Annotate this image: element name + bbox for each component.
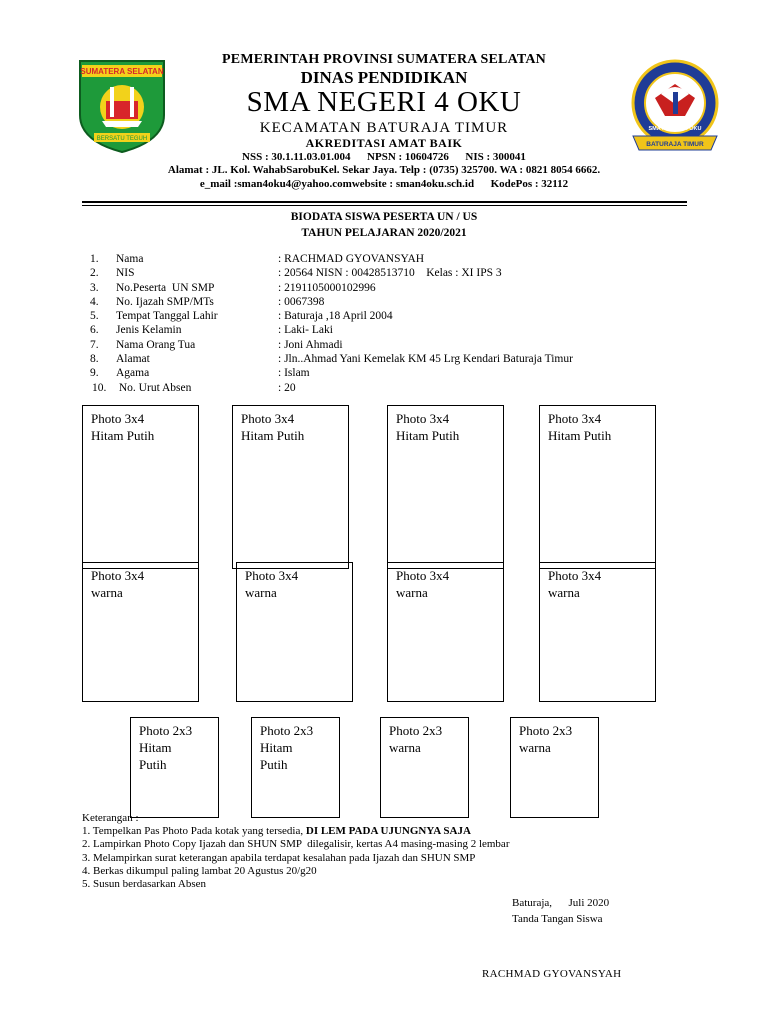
- photo-box-label: Hitam Putih: [548, 428, 612, 443]
- photo-box-label: Photo 3x4: [245, 568, 299, 583]
- biodata-number: 10.: [92, 381, 107, 394]
- biodata-value: : Baturaja ,18 April 2004: [278, 310, 393, 323]
- biodata-row: [86, 338, 686, 352]
- photo-box-label: warna: [245, 585, 277, 600]
- note-item: 4. Berkas dikumpul paling lambat 20 Agustus 20/g20: [82, 864, 317, 877]
- biodata-label: Jenis Kelamin: [116, 324, 182, 337]
- logo-right-bottom-text: BATURAJA TIMUR: [646, 141, 704, 148]
- biodata-row: [86, 381, 686, 395]
- biodata-row: [86, 323, 686, 337]
- photo-box-3x4-color: [387, 562, 504, 702]
- photo-box-label: Photo 2x3: [389, 723, 443, 738]
- biodata-label: NIS: [116, 267, 135, 280]
- biodata-number: 3.: [90, 281, 99, 294]
- biodata-label: Agama: [116, 367, 150, 380]
- photo-box-label: Photo 3x4: [548, 411, 602, 426]
- photo-box-label: Hitam: [139, 740, 172, 755]
- photo-box-label: Putih: [139, 757, 167, 772]
- biodata-label: No. Ijazah SMP/MTs: [116, 295, 214, 308]
- header-school-name: SMA NEGERI 4 OKU: [246, 86, 522, 118]
- biodata-value: : Laki- Laki: [278, 324, 333, 337]
- biodata-number: 9.: [90, 367, 99, 380]
- photo-box-label: Hitam Putih: [396, 428, 460, 443]
- photo-box-label: Putih: [260, 757, 288, 772]
- school-logo: [625, 58, 725, 156]
- header-divider: [82, 201, 687, 203]
- biodata-number: 6.: [90, 324, 99, 337]
- photo-box-2x3-color: [380, 717, 469, 818]
- photo-box-2x3-color: [510, 717, 599, 818]
- biodata-row: [86, 266, 686, 280]
- photo-box-3x4-bw: [387, 405, 504, 569]
- biodata-label: Nama: [116, 253, 144, 265]
- photo-box-label: Photo 2x3: [260, 723, 314, 738]
- logo-right-center-text: SMA NEGERI 4 OKU: [648, 126, 702, 132]
- biodata-list: [86, 252, 686, 395]
- biodata-value: : 20: [278, 381, 296, 394]
- biodata-number: 5.: [90, 310, 99, 323]
- photo-box-label: Photo 3x4: [91, 568, 145, 583]
- photo-box-label: Photo 3x4: [396, 411, 450, 426]
- biodata-row: [86, 309, 686, 323]
- biodata-label: Nama Orang Tua: [116, 338, 196, 351]
- header-contact: e_mail :sman4oku4@yahoo.comwebsite : sman4oku.sch.id KodePos : 32112: [199, 178, 569, 190]
- notes-heading: Keterangan :: [82, 812, 139, 824]
- biodata-value: : 2191105000102996: [278, 281, 376, 294]
- photo-box-label: Photo 3x4: [548, 568, 602, 583]
- biodata-value: : Jln..Ahmad Yani Kemelak KM 45 Lrg Kendari Baturaja Timur: [278, 353, 573, 366]
- photo-box-label: warna: [91, 585, 123, 600]
- header-accreditation: AKREDITASI AMAT BAIK: [305, 136, 463, 150]
- photo-box-label: warna: [389, 740, 421, 755]
- biodata-row: [86, 281, 686, 295]
- biodata-label: Tempat Tanggal Lahir: [116, 310, 218, 323]
- note-item: 3. Melampirkan surat keterangan apabila terdapat kesalahan pada Ijazah dan SHUN SMP: [82, 851, 476, 864]
- photo-box-3x4-color: [539, 562, 656, 702]
- notes-section: [82, 812, 702, 891]
- biodata-number: 2.: [90, 267, 99, 280]
- header-department: DINAS PENDIDIKAN: [300, 68, 468, 87]
- logo-left-bottom-text: BERSATU TEGUH: [96, 136, 148, 142]
- biodata-number: 4.: [90, 295, 99, 308]
- photo-box-label: Photo 3x4: [396, 568, 450, 583]
- photo-box-2x3-bw: [251, 717, 340, 818]
- biodata-label: No. Urut Absen: [116, 381, 192, 394]
- header-divider-thin: [82, 205, 687, 206]
- biodata-value: : 20564 NISN : 00428513710 Kelas : XI IPS 3: [278, 267, 502, 280]
- photo-box-3x4-bw: [232, 405, 349, 569]
- biodata-row: [86, 252, 686, 266]
- biodata-value: : Joni Ahmadi: [278, 338, 343, 351]
- photo-box-label: warna: [548, 585, 580, 600]
- note-text: 1. Tempelkan Pas Photo Pada kotak yang tersedia,: [82, 825, 306, 838]
- header-government: PEMERINTAH PROVINSI SUMATERA SELATAN: [222, 52, 546, 67]
- biodata-row: [86, 295, 686, 309]
- photo-box-label: Photo 3x4: [91, 411, 145, 426]
- document-title: BIODATA SISWA PESERTA UN / US: [290, 211, 478, 223]
- biodata-number: 7.: [90, 338, 99, 351]
- photo-box-2x3-bw: [130, 717, 219, 818]
- biodata-value: : Islam: [278, 367, 310, 380]
- photo-box-label: warna: [396, 585, 428, 600]
- note-item: 5. Susun berdasarkan Absen: [82, 878, 207, 891]
- signature-name: RACHMAD GYOVANSYAH: [482, 968, 622, 980]
- biodata-value: : RACHMAD GYOVANSYAH: [278, 253, 425, 265]
- logo-left-top-text: SUMATERA SELATAN: [80, 67, 164, 76]
- header-district: KECAMATAN BATURAJA TIMUR: [259, 120, 509, 136]
- photo-box-3x4-color: [236, 562, 353, 702]
- photo-box-label: Photo 2x3: [139, 723, 193, 738]
- note-item: [82, 825, 702, 838]
- photo-box-label: Photo 2x3: [519, 723, 573, 738]
- biodata-label: No.Peserta UN SMP: [116, 281, 215, 294]
- photo-box-label: warna: [519, 740, 551, 755]
- biodata-label: Alamat: [116, 353, 150, 366]
- photo-box-label: Photo 3x4: [241, 411, 295, 426]
- biodata-row: [86, 366, 686, 380]
- biodata-number: 8.: [90, 353, 99, 366]
- biodata-number: 1.: [90, 253, 99, 265]
- biodata-row: [86, 352, 686, 366]
- document-year: TAHUN PELAJARAN 2020/2021: [301, 227, 467, 239]
- photo-box-3x4-color: [82, 562, 199, 702]
- note-item: 2. Lampirkan Photo Copy Ijazah dan SHUN SMP dilegalisir, kertas A4 masing-masing 2 lembar: [82, 838, 510, 851]
- note-emphasis: DI LEM PADA UJUNGNYA SAJA: [305, 825, 471, 838]
- signature-label: Tanda Tangan Siswa: [512, 913, 603, 925]
- photo-box-label: Hitam: [260, 740, 293, 755]
- photo-box-label: Hitam Putih: [241, 428, 305, 443]
- photo-box-3x4-bw: [82, 405, 199, 569]
- header-ids: NSS : 30.1.11.03.01.004 NPSN : 10604726 NIS : 300041: [242, 151, 526, 163]
- photo-box-3x4-bw: [539, 405, 656, 569]
- header-address: Alamat : JL. Kol. WahabSarobuKel. Sekar Jaya. Telp : (0735) 325700. WA : 0821 8054 6662.: [167, 164, 601, 176]
- photo-box-label: Hitam Putih: [91, 428, 155, 443]
- biodata-value: : 0067398: [278, 295, 325, 308]
- signature-place-date: Baturaja, Juli 2020: [512, 897, 610, 909]
